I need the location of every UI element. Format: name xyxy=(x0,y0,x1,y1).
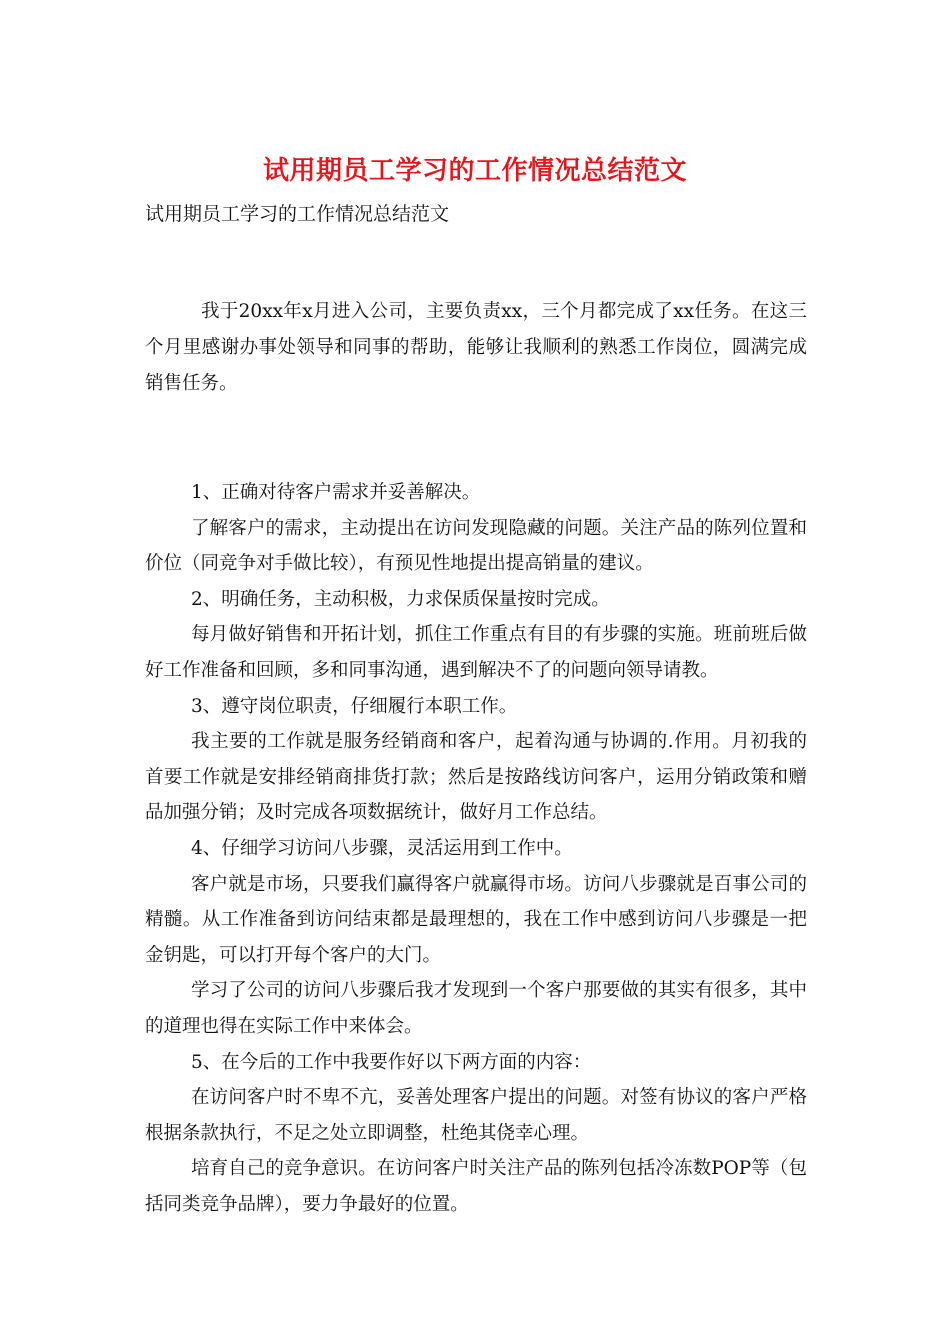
body-paragraph: 在访问客户时不卑不亢，妥善处理客户提出的问题。对签有协议的客户严格根据条款执行，不足之处立即调整，杜绝其侥幸心理。 xyxy=(145,1087,807,1144)
section-heading-2: 2、明确任务，主动积极，力求保质保量按时完成。 xyxy=(191,588,610,610)
document-subtitle: 试用期员工学习的工作情况总结范文 xyxy=(145,203,450,225)
body-paragraph: 了解客户的需求，主动提出在访问发现隐藏的问题。关注产品的陈列位置和价位（同竞争对手做比较），有预见性地提出提高销量的建议。 xyxy=(145,517,807,575)
section-heading-5: 5、在今后的工作中我要作好以下两方面的内容： xyxy=(191,1051,592,1073)
body-paragraph: 培育自己的竞争意识。在访问客户时关注产品的陈列包括冷冻数POP等（包括同类竞争品牌），要力争最好的位置。 xyxy=(145,1158,807,1215)
document-title: 试用期员工学习的工作情况总结范文 xyxy=(262,156,687,186)
section-heading-3: 3、遵守岗位职责，仔细履行本职工作。 xyxy=(191,695,518,717)
section-heading-1: 1、正确对待客户需求并妥善解决。 xyxy=(191,482,481,503)
document-body xyxy=(145,294,807,1222)
intro-paragraph: 我于20xx年x月进入公司，主要负责xx，三个月都完成了xx任务。在这三个月里感谢办事处领导和同事的帮助，能够让我顺利的熟悉工作岗位，圆满完成销售任务。 xyxy=(145,301,807,394)
section-heading-4: 4、仔细学习访问八步骤，灵活运用到工作中。 xyxy=(191,837,573,859)
paragraph-gap xyxy=(145,402,807,475)
body-paragraph: 我主要的工作就是服务经销商和客户，起着沟通与协调的.作用。月初我的首要工作就是安排经销商排货打款；然后是按路线访问客户，运用分销政策和赠品加强分销；及时完成各项数据统计，做好月工作总结。 xyxy=(145,731,807,824)
body-paragraph: 每月做好销售和开拓计划，抓住工作重点有目的有步骤的实施。班前班后做好工作准备和回顾，多和同事沟通，遇到解决不了的问题向领导请教。 xyxy=(145,624,807,681)
body-paragraph: 学习了公司的访问八步骤后我才发现到一个客户那要做的其实有很多，其中的道理也得在实际工作中来体会。 xyxy=(145,980,807,1037)
body-paragraph: 客户就是市场，只要我们赢得客户就赢得市场。访问八步骤就是百事公司的精髓。从工作准备到访问结束都是最理想的，我在工作中感到访问八步骤是一把金钥匙，可以打开每个客户的大门。 xyxy=(145,873,807,966)
